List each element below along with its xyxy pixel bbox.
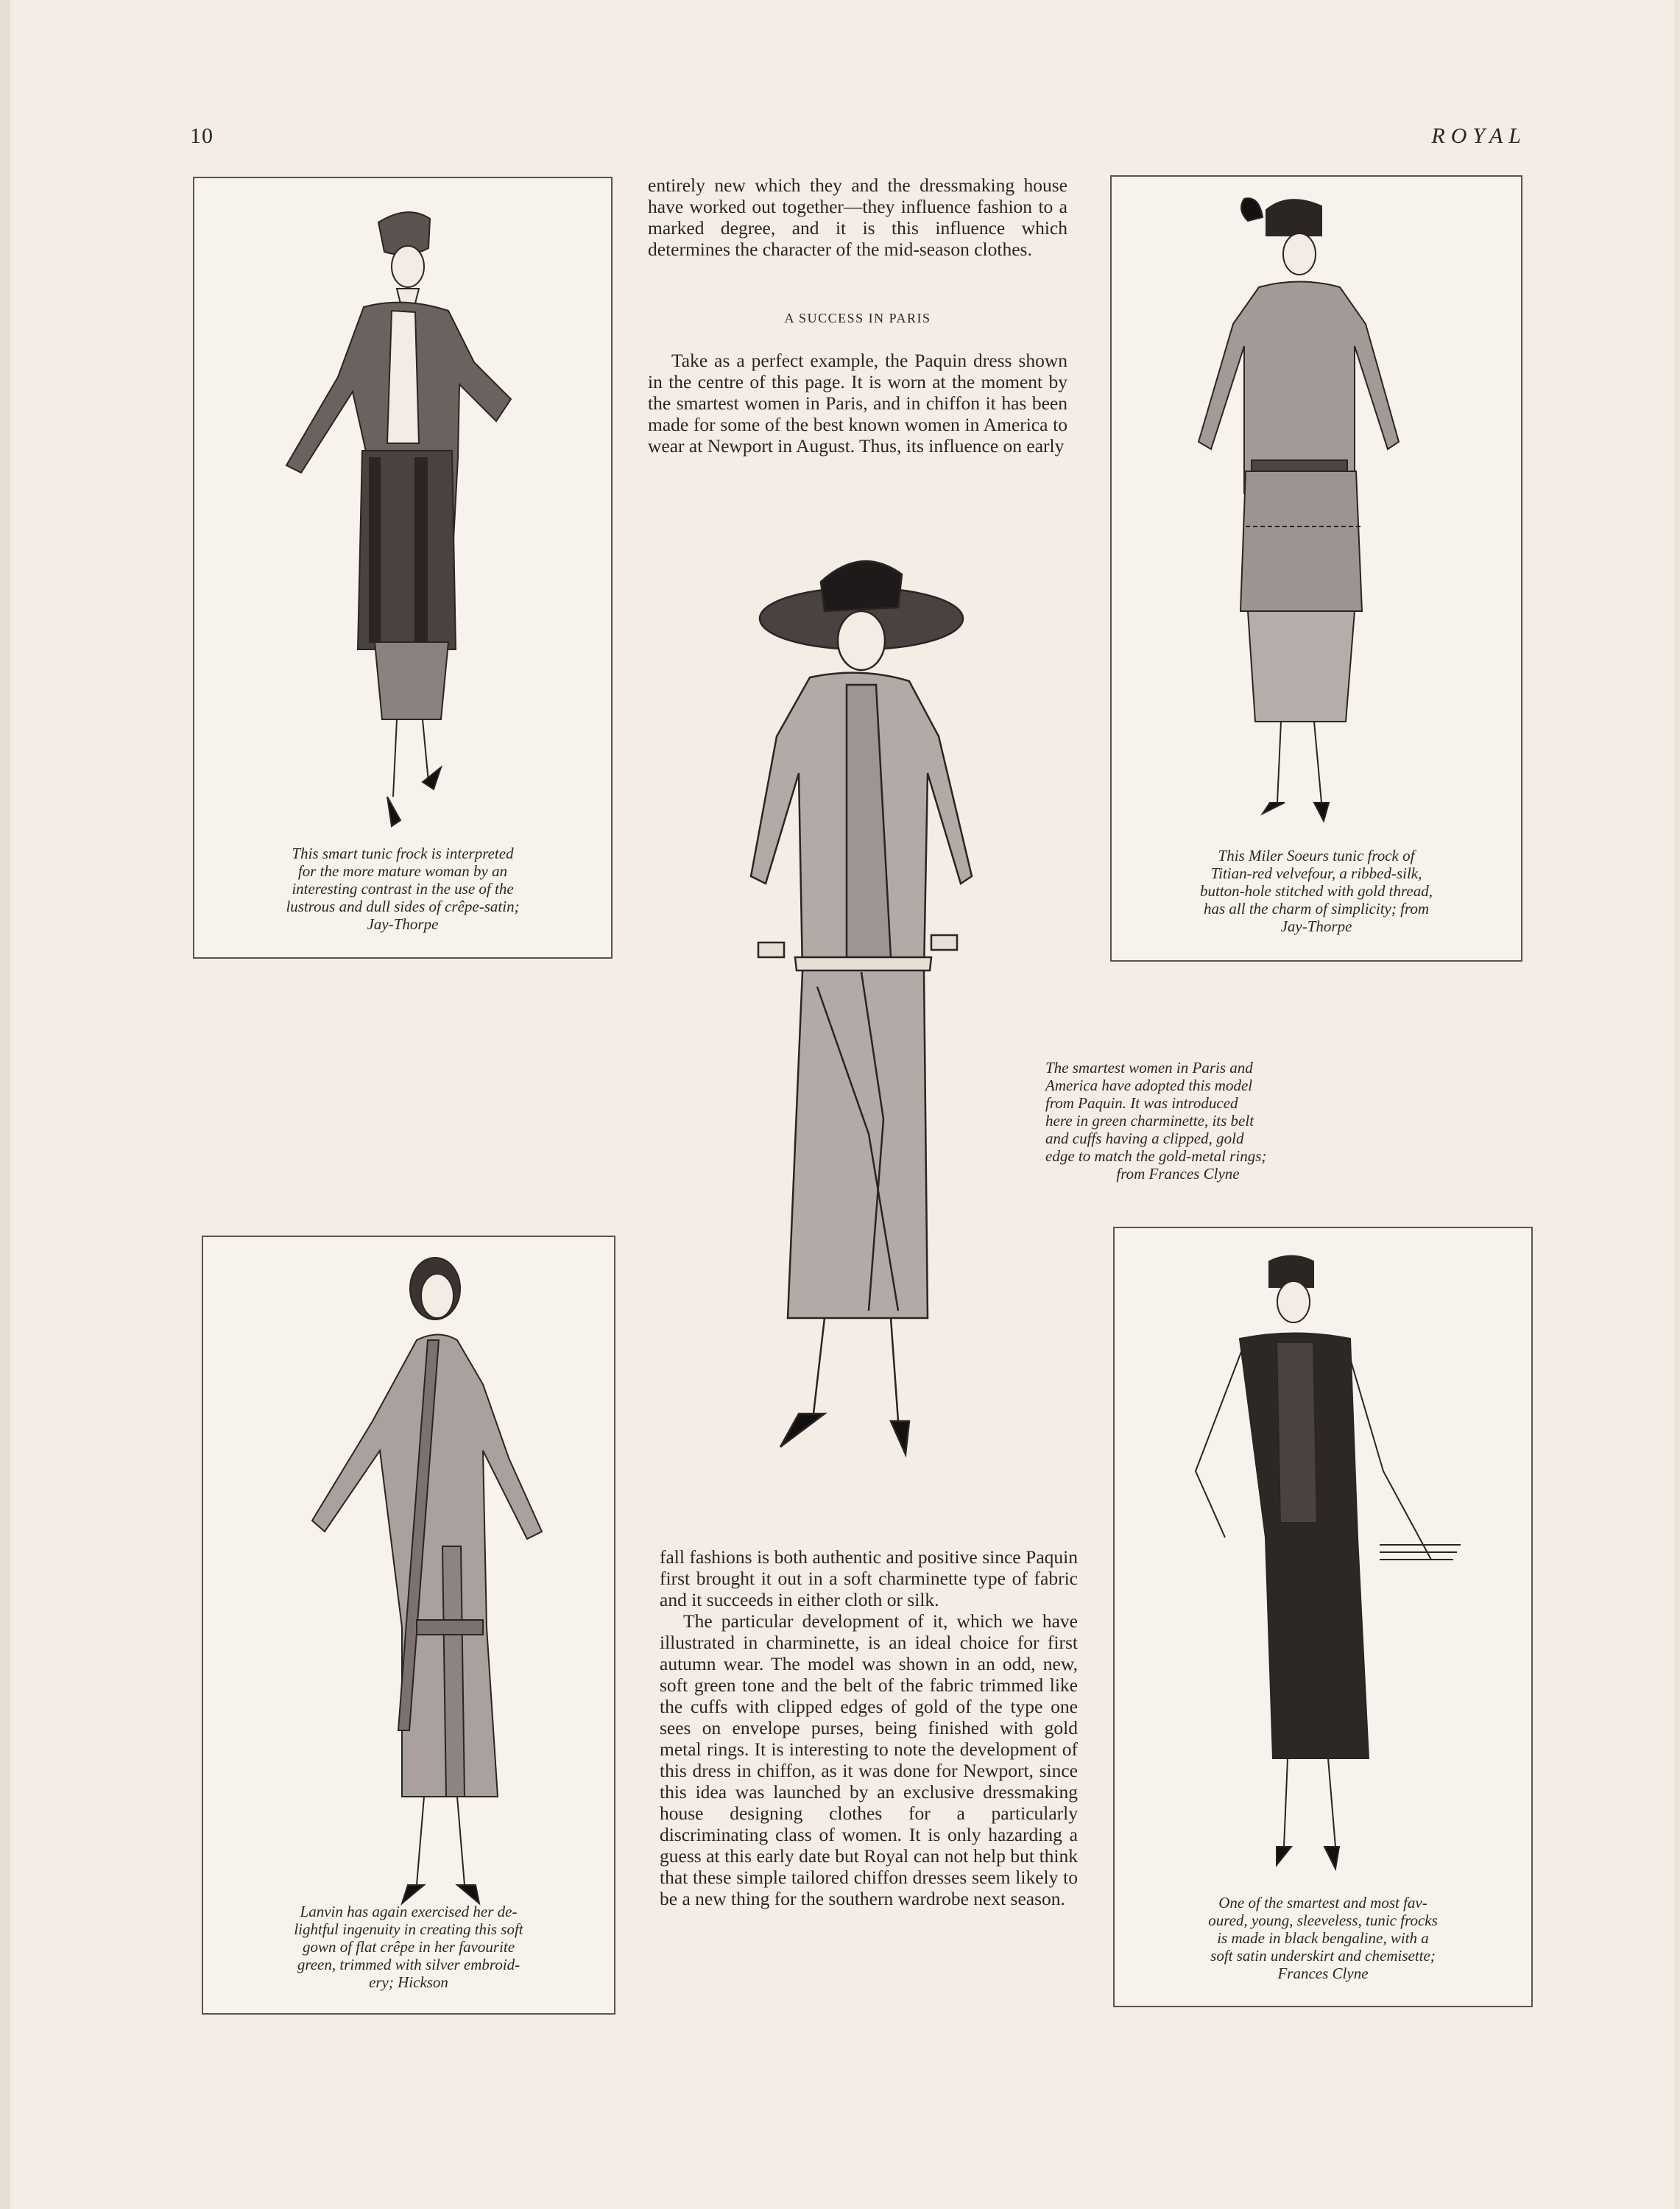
illustration-lanvin-gown bbox=[203, 1237, 614, 2013]
caption-line: is made in black bengaline, with a bbox=[1217, 1929, 1429, 1947]
caption-line: America have adopted this model bbox=[1045, 1077, 1253, 1094]
caption-line: Frances Clyne bbox=[1277, 1965, 1369, 1982]
caption-line: lustrous and dull sides of crêpe-satin; bbox=[286, 898, 520, 915]
caption-line: Jay-Thorpe bbox=[1280, 917, 1352, 935]
caption-line: from Paquin. It was introduced bbox=[1045, 1094, 1238, 1112]
caption-line: button-hole stitched with gold thread, bbox=[1200, 882, 1433, 900]
caption-line: This smart tunic frock is interpreted bbox=[292, 845, 514, 862]
illustration-tunic-frock-crepe-satin bbox=[194, 178, 611, 957]
caption-line: green, trimmed with silver embroid- bbox=[297, 1956, 520, 1973]
plate-top-right bbox=[1110, 175, 1522, 962]
page-number: 10 bbox=[190, 124, 213, 148]
caption-line: soft satin underskirt and chemisette; bbox=[1210, 1947, 1436, 1965]
text-column-bottom bbox=[660, 1546, 1078, 1909]
caption-bottom-left bbox=[203, 1903, 614, 1991]
plate-bottom-right bbox=[1113, 1227, 1533, 2007]
caption-line: The smartest women in Paris and bbox=[1045, 1059, 1253, 1077]
caption-line: Lanvin has again exercised her de- bbox=[300, 1903, 518, 1920]
caption-line: from Frances Clyne bbox=[1116, 1165, 1240, 1183]
caption-line: interesting contrast in the use of the bbox=[292, 880, 514, 898]
publication-title: ROYAL bbox=[1431, 124, 1527, 148]
caption-line: has all the charm of simplicity; from bbox=[1203, 900, 1430, 917]
illustration-paquin-dress bbox=[648, 530, 1001, 1509]
caption-line: here in green charminette, its belt bbox=[1045, 1112, 1254, 1130]
caption-line: Jay-Thorpe bbox=[367, 915, 439, 933]
caption-line: ery; Hickson bbox=[369, 1973, 448, 1991]
caption-line: This Miler Soeurs tunic frock of bbox=[1218, 847, 1415, 864]
illustration-black-bengaline-tunic bbox=[1115, 1228, 1531, 2006]
caption-top-right bbox=[1112, 847, 1521, 935]
text-column-top-2 bbox=[648, 350, 1067, 457]
caption-line: edge to match the gold-metal rings; bbox=[1045, 1147, 1267, 1165]
caption-line: and cuffs having a clipped, gold bbox=[1045, 1130, 1244, 1147]
caption-line: for the more mature woman by an bbox=[297, 862, 508, 880]
section-subhead: A SUCCESS IN PARIS bbox=[784, 311, 931, 325]
illustration-miler-soeurs-tunic bbox=[1112, 177, 1521, 960]
plate-top-left bbox=[193, 177, 613, 959]
caption-line: lightful ingenuity in creating this soft bbox=[294, 1920, 523, 1938]
plate-bottom-left bbox=[202, 1236, 615, 2015]
caption-top-left bbox=[194, 845, 611, 933]
paragraph: entirely new which they and the dressmaking house have worked out together—they influence fashion to a marked degree, and it is this influence which determines the character of the mid-season clothes. bbox=[648, 175, 1067, 260]
caption-center bbox=[1045, 1059, 1333, 1183]
caption-line: One of the smartest and most fav- bbox=[1218, 1894, 1427, 1912]
caption-line: Titian-red velvefour, a ribbed-silk, bbox=[1210, 864, 1422, 882]
text-column-top bbox=[648, 175, 1067, 260]
paragraph: fall fashions is both authentic and positive since Paquin first brought it out in a soft charminette type of fabric and it succeeds in either cloth or silk. bbox=[660, 1546, 1078, 1610]
paragraph: Take as a perfect example, the Paquin dress shown in the centre of this page. It is worn at the moment by the smartest women in Paris, and in chiffon it has been made for some of the best known women in America to wear at Newport in August. Thus, its influence on early bbox=[648, 350, 1067, 457]
caption-line: oured, young, sleeveless, tunic frocks bbox=[1208, 1912, 1438, 1929]
caption-line: gown of flat crêpe in her favourite bbox=[302, 1938, 515, 1956]
paragraph: The particular development of it, which we have illustrated in charminette, is an ideal choice for first autumn wear. The model was shown in an odd, new, soft green tone and the belt of the fabric trimmed like the cuffs with clipped edges of gold of the type one sees on envelope purses, being finished with gold metal rings. It is interesting to note the development of this dress in chiffon, as it was done for Newport, since this idea was launched by an exclusive dressmaking house designing clothes for a particularly discriminating class of women. It is only hazarding a guess at this early date but Royal can not help but think that these simple tailored chiffon dresses seem likely to be a new thing for the southern wardrobe next season. bbox=[660, 1610, 1078, 1909]
caption-bottom-right bbox=[1115, 1894, 1531, 1982]
